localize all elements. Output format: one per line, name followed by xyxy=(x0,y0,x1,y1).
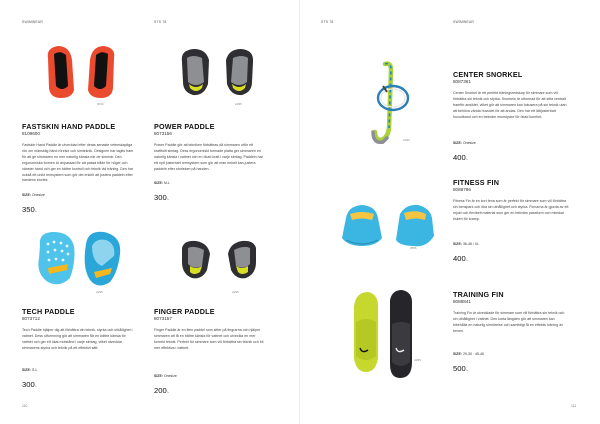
page-number-left: 110 xyxy=(22,404,28,408)
section-header-right: SWIMWEAR xyxy=(453,20,475,24)
page-number-right: 111 xyxy=(571,404,577,408)
finger-description: Finger Paddle är en liten paddel som sitter på fingrarna och hjälper simmaren att få en bättre känsla för vattnet och utveckla en mer korrekt teknik. Perfekt för simmare som vill förbättra sin teknik och bli mer effektiva i vattnet. xyxy=(154,328,264,350)
fitness-sku: 8088786 xyxy=(453,187,471,192)
finger-sku: 8073157 xyxy=(154,316,172,321)
fastskin-image-code: 0610 xyxy=(97,102,104,106)
fitness-image-code: 0556 xyxy=(410,246,417,250)
tech-description: Tech Paddle hjälper dig att förbättra din teknik, styrka och uthållighet i vattnet. Dess utformning gör att simmaren får en bättre känsla för vattnet och ger ett ökat motstånd i varje simtag, vilket utvecklar simmarens styrka och teknik på ett effektivt sätt. xyxy=(22,328,133,350)
section-header-left: SWIMWEAR xyxy=(22,20,44,24)
tech-image-code: A295 xyxy=(96,290,103,294)
tech-title: TECH PADDLE xyxy=(22,307,75,316)
power-size: SIZE: M-L xyxy=(154,181,170,185)
fastskin-paddle-image xyxy=(36,42,126,102)
power-sku: 8073156 xyxy=(154,131,172,136)
training-price: 500:- xyxy=(453,364,468,373)
fastskin-description: Fastskin Hand Paddle är utvecklad efter deras senaste vetenskapliga rön om mänsklig händ rörelse och simteknik. Designen har tagits fram för att ge simmaren en mer naturlig känsla när de simmar. Den ergonomiska formen är anpassad för att passa både för höger och vänster hand och ger en bättre kontroll och teknik vid träning. Den har också ett unikt remsystem som gör det enkelt att justera paddeln efter handens storlek. xyxy=(22,143,134,183)
training-sku: 8088841 xyxy=(453,299,471,304)
section-header-sts-left: STS 78 xyxy=(154,20,167,24)
snorkel-description: Center Snorkel är ett perfekt träningsredskap för simmare som vill förbättra sin teknik och styrka. Snorkeln är utformad för att sitta centralt framför ansiktet, vilket gör att simmaren kan fokusera på sin teknik utan att behöva vända huvudet för att andas. Den har ett lättjusterbart huvudband och en bekväm munstycke för ökad komfort. xyxy=(453,91,567,119)
snorkel-size: SIZE: Onesize xyxy=(453,141,476,145)
fitness-fin-image xyxy=(336,196,440,254)
page-spine xyxy=(299,0,300,424)
finger-paddle-image xyxy=(176,236,262,288)
tech-price: 300:- xyxy=(22,380,37,389)
power-image-code: A295 xyxy=(235,102,242,106)
training-image-code: A295 xyxy=(414,358,421,362)
training-title: TRAINING FIN xyxy=(453,290,504,299)
training-description: Training Fin är utvecklade för simmare som vill förbättra sin teknik och sin uthållighet i vattnet. Den korta längden gör att simmaren kan bibehålla en naturlig simrörelse och samtidigt få en effektiv träning av benen. xyxy=(453,311,565,333)
section-header-sts-right: STS 78 xyxy=(321,20,334,24)
fitness-price: 400:- xyxy=(453,254,468,263)
tech-sku: 8073712 xyxy=(22,316,40,321)
fastskin-sku: 8109600 xyxy=(22,131,40,136)
fitness-title: FITNESS FIN xyxy=(453,178,500,187)
finger-price: 200:- xyxy=(154,386,169,395)
finger-title: FINGER PADDLE xyxy=(154,307,215,316)
power-description: Power Paddle gör att tekniken förbättras då simmaren utför ett kraftfullt simtag. Dess ergonomiskt formade platta ger simmaren en naturlig känsla i vattnet och en ökad kraft i varje simtag. Paddeln har ett nytt justerbart remsystem som gör att man enkelt kan justera paddeln efter storleken på handen. xyxy=(154,143,263,171)
fastskin-title: FASTSKIN HAND PADDLE xyxy=(22,122,116,131)
fastskin-size: SIZE: Onesize xyxy=(22,193,45,197)
snorkel-price: 400:- xyxy=(453,153,468,162)
power-title: POWER PADDLE xyxy=(154,122,215,131)
snorkel-sku: 8087361 xyxy=(453,79,471,84)
finger-size: SIZE: Onesize xyxy=(154,374,177,378)
finger-image-code: A295 xyxy=(232,290,239,294)
power-paddle-image xyxy=(176,44,260,100)
fitness-size: SIZE: 36-46 / XL xyxy=(453,242,480,246)
tech-paddle-image xyxy=(30,226,130,292)
training-size: SIZE: 29-30 · 45-46 xyxy=(453,352,484,356)
tech-size: SIZE: S-L xyxy=(22,368,38,372)
power-price: 300:- xyxy=(154,193,169,202)
fastskin-price: 350:- xyxy=(22,205,37,214)
snorkel-image xyxy=(355,58,417,148)
training-fin-image xyxy=(346,286,424,384)
fitness-description: Fitness Fin är en kort fena som är perfekt för simmare som vill förbättra sin benspark och öka sin uthållighet och styrka. Finnarna är gjorda av ett mjukt och flexibelt material som ger en bekväm passform och minskar risken för kramp. xyxy=(453,199,569,221)
snorkel-title: CENTER SNORKEL xyxy=(453,70,523,79)
snorkel-image-code: A295 xyxy=(403,138,410,142)
